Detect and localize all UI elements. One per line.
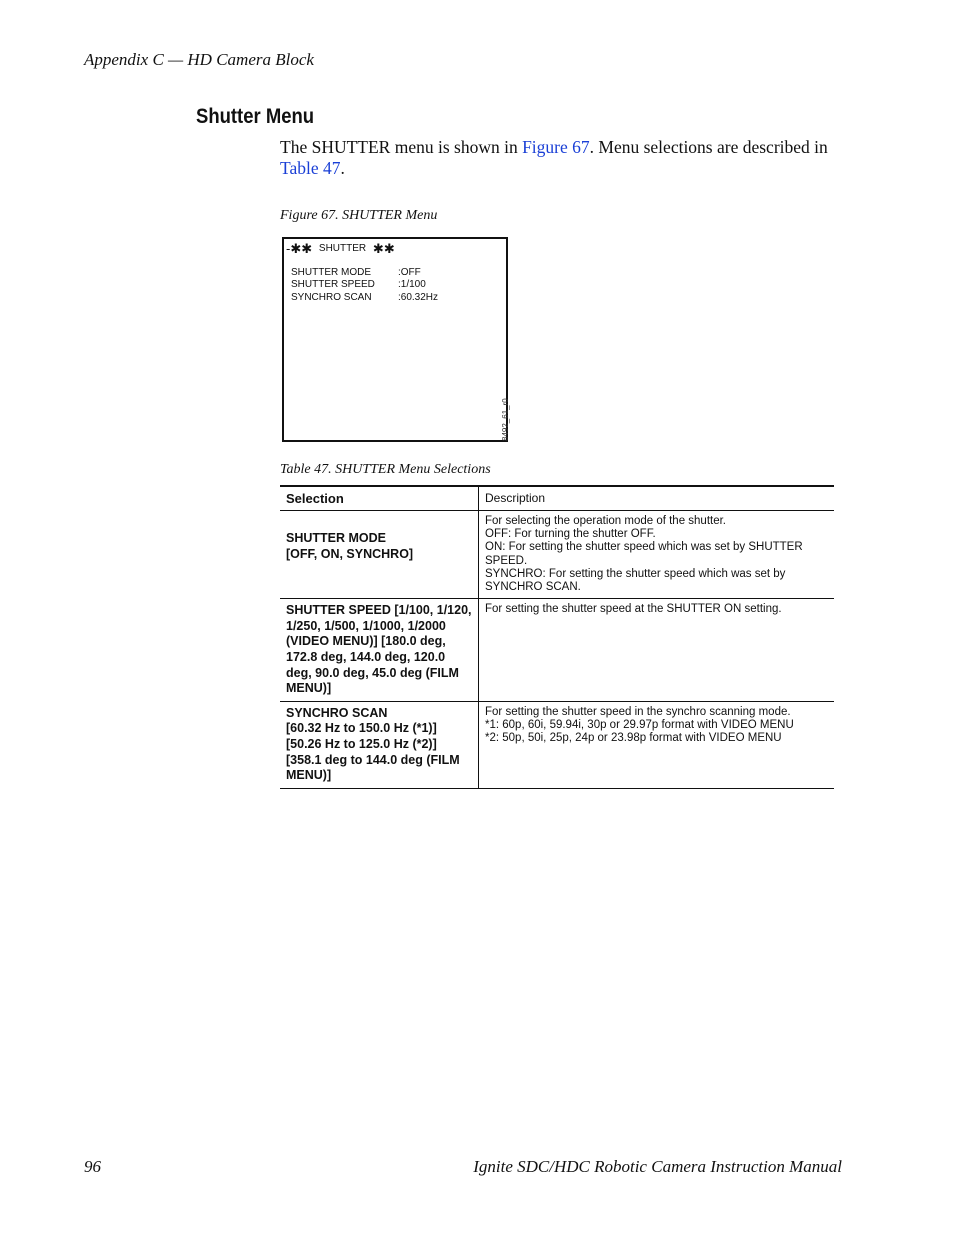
running-header: Appendix C — HD Camera Block [84, 50, 314, 69]
table-header-row [280, 486, 834, 511]
description-line: ON: For setting the shutter speed which was set by SHUTTER SPEED. [485, 541, 803, 567]
selection-cell [280, 701, 479, 788]
selection-line: [60.32 Hz to 150.0 Hz (*1)] [286, 721, 437, 736]
description-line: For selecting the operation mode of the shutter. [485, 515, 727, 527]
intro-text: . [340, 158, 345, 178]
menu-row-label: SHUTTER SPEED [291, 279, 375, 290]
figure-id: 8492_61_r0 [501, 398, 510, 441]
column-header-description: Description [479, 486, 835, 511]
selection-line: [358.1 deg to 144.0 deg (FILM MENU)] [286, 752, 460, 783]
page-number: 96 [84, 1157, 101, 1176]
description-line: SYNCHRO: For setting the shutter speed which was set by SYNCHRO SCAN. [485, 567, 786, 594]
description-cell [479, 599, 835, 702]
shutter-menu-screen [282, 237, 508, 442]
table-row [280, 511, 834, 599]
manual-title: Ignite SDC/HDC Robotic Camera Instruction Manual [473, 1157, 842, 1176]
shutter-selections-table [280, 485, 834, 789]
figure-caption: Figure 67. SHUTTER Menu [280, 208, 438, 223]
description-line: For setting the shutter speed in the synchro scanning mode. [485, 705, 791, 718]
menu-title-text: SHUTTER [318, 243, 367, 254]
menu-row-label: SYNCHRO SCAN [291, 292, 372, 303]
table-caption: Table 47. SHUTTER Menu Selections [280, 462, 491, 477]
intro-text: . Menu selections are described in [589, 137, 828, 157]
selection-cell [280, 511, 479, 599]
intro-text: The SHUTTER menu is shown in [280, 137, 523, 157]
table-47-link[interactable]: Table 47 [280, 158, 341, 178]
selection-line: [OFF, ON, SYNCHRO] [286, 546, 414, 561]
description-cell [479, 511, 835, 599]
menu-title [286, 241, 395, 257]
menu-row-synchro-scan [291, 292, 439, 303]
description-cell [479, 701, 835, 788]
menu-title-suffix: ✱✱ [372, 241, 395, 256]
figure-67-link[interactable]: Figure 67 [522, 137, 590, 157]
menu-row-value: :1/100 [398, 279, 426, 290]
selection-line: SHUTTER SPEED [1/100, 1/120, 1/250, 1/500, 1/1000, 1/2000 (VIDEO MENU)] [180.0 deg, 172.8 deg, 144.0 deg, 120.0 deg, 90.0 deg, 45.0 deg (FILM MENU)] [286, 603, 472, 696]
description-line: *1: 60p, 60i, 59.94i, 30p or 29.97p format with VIDEO MENU [485, 718, 794, 731]
section-title: Shutter Menu [196, 105, 315, 128]
selection-line: [50.26 Hz to 125.0 Hz (*2)] [286, 736, 437, 751]
menu-title-prefix: -✱✱ [286, 241, 313, 256]
column-header-selection: Selection [280, 486, 479, 511]
table-row [280, 599, 834, 702]
description-line: For setting the shutter speed at the SHUTTER ON setting. [485, 603, 782, 616]
menu-row-value: :60.32Hz [398, 292, 439, 303]
menu-row-shutter-mode [291, 267, 421, 278]
menu-row-value: :OFF [398, 267, 421, 278]
menu-row-shutter-speed [291, 279, 426, 290]
description-line: *2: 50p, 50i, 25p, 24p or 23.98p format with VIDEO MENU [485, 732, 782, 745]
table-row [280, 701, 834, 788]
description-line: OFF: For turning the shutter OFF. [485, 528, 656, 541]
menu-row-label: SHUTTER MODE [291, 267, 371, 278]
selection-cell [280, 599, 479, 702]
selection-line: SYNCHRO SCAN [286, 705, 388, 720]
intro-paragraph [280, 137, 850, 179]
selection-line: SHUTTER MODE [286, 531, 386, 545]
